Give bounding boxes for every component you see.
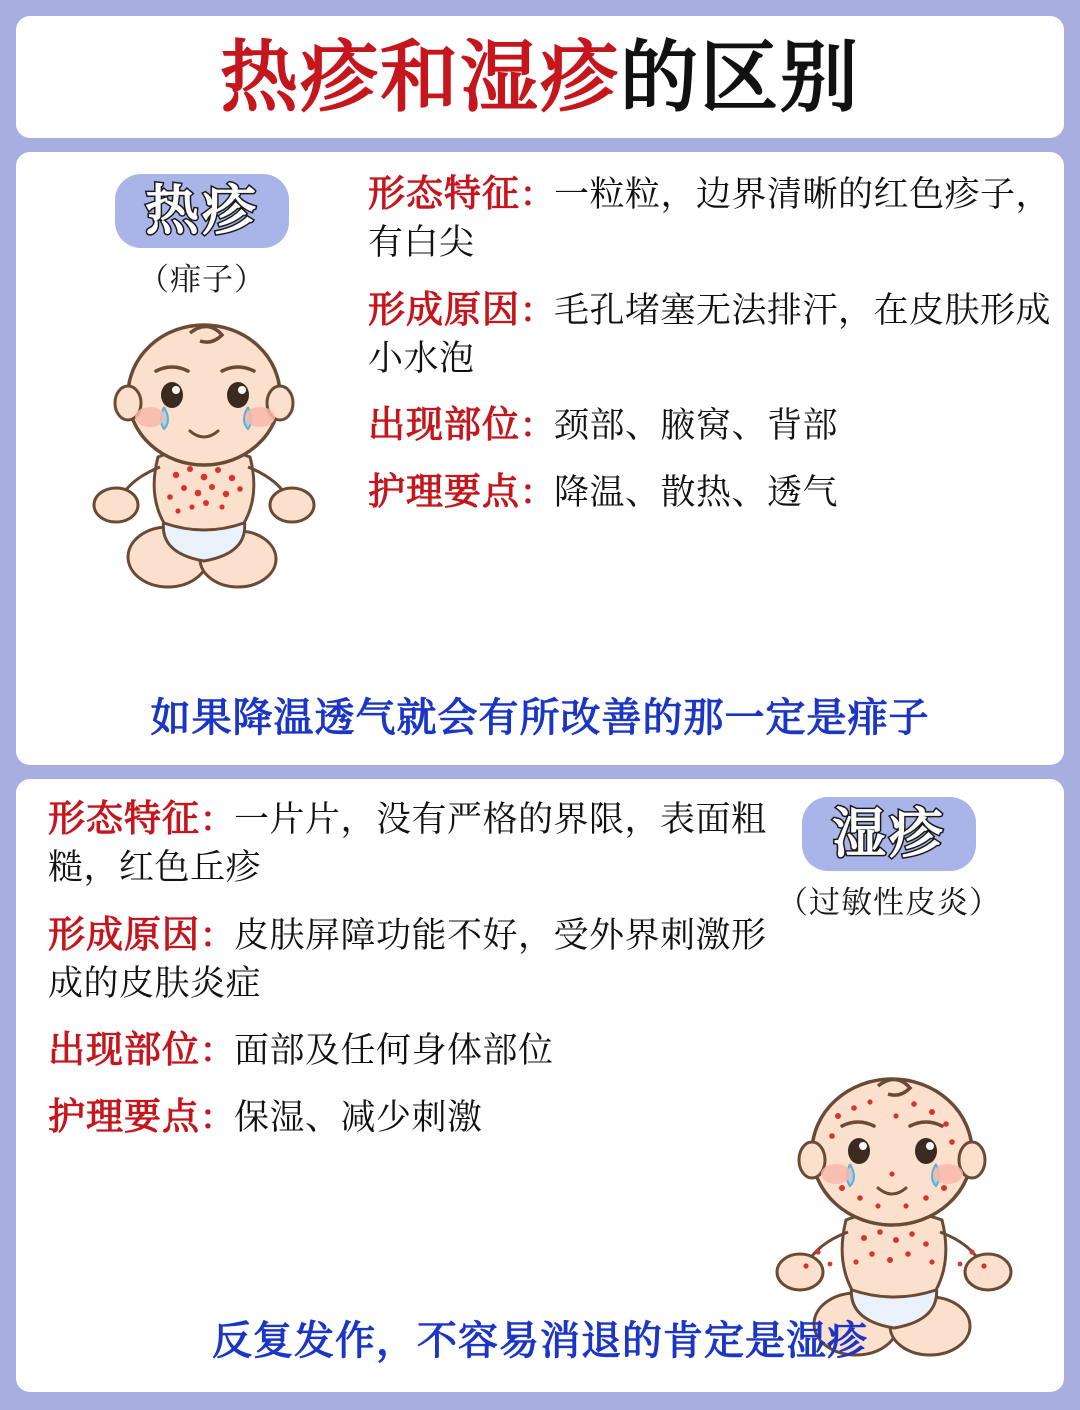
row-value: 保湿、减少刺激 bbox=[234, 1098, 483, 1138]
baby-illustration-heat-rash bbox=[72, 307, 332, 607]
title-card bbox=[16, 16, 1064, 138]
row-colon: ： bbox=[520, 474, 554, 513]
heat-rash-badge bbox=[115, 174, 289, 248]
row-label: 形态特征 bbox=[368, 173, 520, 214]
row-value: 一粒粒，边界清晰的红色疹子，有白尖 bbox=[368, 175, 1052, 263]
row-label: 形态特征 bbox=[48, 798, 200, 839]
title-black-part: 的区别 bbox=[620, 33, 861, 121]
row-colon: ： bbox=[200, 1032, 234, 1071]
row-eczema-care bbox=[48, 1091, 788, 1142]
heat-rash-badge-label: 热疹 bbox=[145, 181, 259, 241]
row-label: 护理要点 bbox=[368, 471, 520, 513]
row-heat-cause bbox=[368, 284, 1058, 384]
page-title bbox=[219, 33, 861, 121]
row-value: 颈部、腋窝、背部 bbox=[554, 406, 839, 446]
heat-rash-left-column bbox=[52, 174, 352, 607]
row-label: 形成原因 bbox=[48, 913, 200, 955]
row-label: 出现部位 bbox=[368, 404, 520, 446]
title-red-part: 热疹和湿疹 bbox=[219, 33, 620, 121]
eczema-rows bbox=[48, 793, 788, 1159]
eczema-badge-label: 湿疹 bbox=[832, 804, 946, 864]
row-value: 毛孔堵塞无法排汗，在皮肤形成小水泡 bbox=[368, 290, 1052, 378]
eczema-panel bbox=[16, 779, 1064, 1392]
row-colon: ： bbox=[520, 291, 554, 330]
heat-rash-conclusion: 如果降温透气就会有所改善的那一定是痱子 bbox=[150, 696, 930, 740]
row-eczema-cause bbox=[48, 909, 788, 1009]
row-label: 护理要点 bbox=[48, 1096, 200, 1138]
heat-rash-badge-sub: （痱子） bbox=[138, 262, 266, 298]
row-heat-location bbox=[368, 399, 1058, 450]
row-eczema-morphology bbox=[48, 793, 788, 893]
row-eczema-location bbox=[48, 1024, 788, 1075]
eczema-conclusion: 反复发作，不容易消退的肯定是湿疹 bbox=[212, 1319, 868, 1363]
row-heat-care bbox=[368, 466, 1058, 517]
row-value: 面部及任何身体部位 bbox=[234, 1031, 554, 1071]
row-colon: ： bbox=[200, 801, 234, 839]
row-colon: ： bbox=[200, 1099, 234, 1138]
row-label: 形成原因 bbox=[368, 288, 520, 330]
heat-rash-rows bbox=[368, 168, 1058, 534]
row-colon: ： bbox=[520, 407, 554, 446]
row-value: 降温、散热、透气 bbox=[554, 473, 839, 513]
row-label: 出现部位 bbox=[48, 1029, 200, 1071]
eczema-badge bbox=[802, 797, 976, 871]
heat-rash-panel bbox=[16, 152, 1064, 765]
row-value: 一片片，没有严格的界限，表面粗糙，红色丘疹 bbox=[48, 800, 767, 888]
row-colon: ： bbox=[520, 176, 554, 214]
row-colon: ： bbox=[200, 916, 234, 955]
eczema-badge-sub: （过敏性皮炎） bbox=[777, 885, 1001, 921]
row-value: 皮肤屏障功能不好，受外界刺激形成的皮肤炎症 bbox=[48, 915, 767, 1003]
row-heat-morphology bbox=[368, 168, 1058, 268]
